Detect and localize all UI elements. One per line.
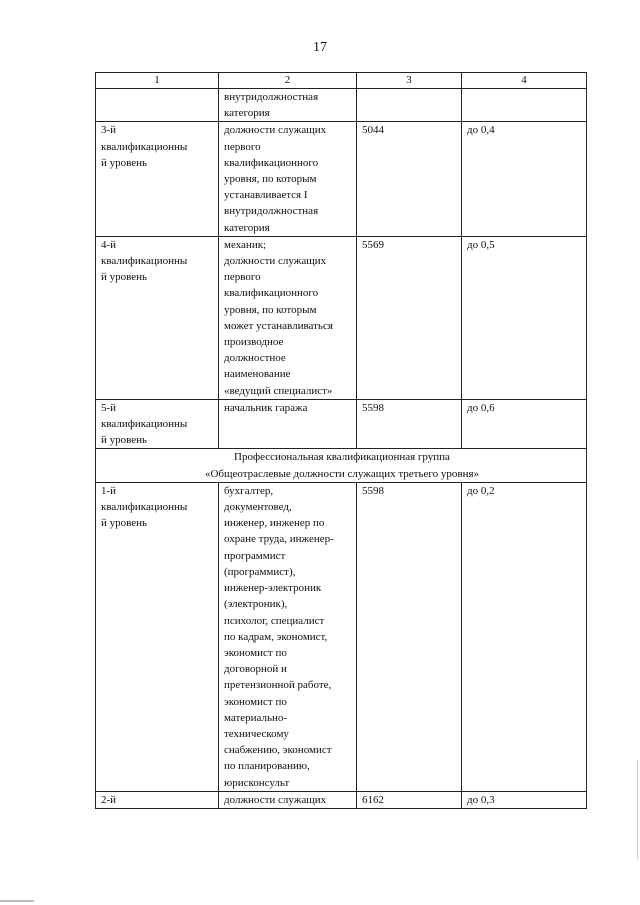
positions-cell: должности служащих первого квалификационного уровня, по которым устанавливается I внутридолжностная категория — [219, 122, 357, 236]
qualification-table — [95, 72, 587, 809]
positions-cell: внутридолжностная категория — [219, 89, 357, 122]
qualification-level-cell: 3-й квалификационны й уровень — [96, 122, 219, 236]
coefficient-cell: до 0,3 — [462, 791, 587, 808]
table-row — [96, 122, 587, 236]
column-header-4: 4 — [462, 73, 587, 89]
table-row — [96, 791, 587, 808]
table-row — [96, 89, 587, 122]
group-header-row — [96, 449, 587, 482]
salary-cell: 5598 — [357, 399, 462, 449]
salary-cell: 5569 — [357, 236, 462, 399]
qualification-level-cell: 1-й квалификационны й уровень — [96, 482, 219, 791]
qualification-level-cell: 5-й квалификационны й уровень — [96, 399, 219, 449]
qualification-level-cell: 4-й квалификационны й уровень — [96, 236, 219, 399]
coefficient-cell: до 0,2 — [462, 482, 587, 791]
salary-cell: 6162 — [357, 791, 462, 808]
table-row — [96, 482, 587, 791]
column-header-1: 1 — [96, 73, 219, 89]
page-number: 17 — [313, 40, 327, 55]
coefficient-cell: до 0,6 — [462, 399, 587, 449]
professional-group-title: Профессиональная квалификационная группа «Общеотраслевые должности служащих третьего уровня» — [96, 449, 587, 482]
positions-cell: начальник гаража — [219, 399, 357, 449]
table-row — [96, 236, 587, 399]
scan-artifact-mark — [637, 760, 638, 860]
qualification-level-cell — [96, 89, 219, 122]
positions-cell: механик; должности служащих первого квалификационного уровня, по которым может устанавливаться производное должностное наименование «ведущий специалист» — [219, 236, 357, 399]
coefficient-cell: до 0,4 — [462, 122, 587, 236]
table-row — [96, 399, 587, 449]
coefficient-cell: до 0,5 — [462, 236, 587, 399]
positions-cell: должности служащих — [219, 791, 357, 808]
salary-cell: 5598 — [357, 482, 462, 791]
salary-cell — [357, 89, 462, 122]
qualification-level-cell: 2-й — [96, 791, 219, 808]
table-header-row — [96, 73, 587, 89]
scan-artifact-mark — [0, 900, 34, 902]
column-header-3: 3 — [357, 73, 462, 89]
column-header-2: 2 — [219, 73, 357, 89]
coefficient-cell — [462, 89, 587, 122]
salary-cell: 5044 — [357, 122, 462, 236]
positions-cell: бухгалтер, документовед, инженер, инженер по охране труда, инженер- программист (программист), инженер-электроник (электроник), психолог, специалист по кадрам, экономист, экономист по договорной и претензионной работе, экономист по материально- техническому снабжению, экономист по планированию, юрисконсульт — [219, 482, 357, 791]
